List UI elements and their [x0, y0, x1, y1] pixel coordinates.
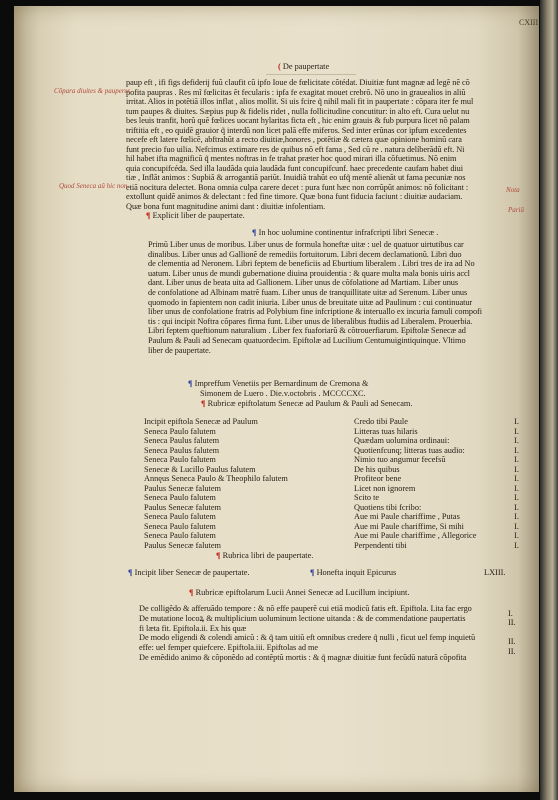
epistle-number: I.: [514, 531, 519, 540]
table-row: [144, 503, 519, 513]
rubric-lucilium: [189, 588, 409, 597]
epistle-salutation: Paulus Senecæ falutem: [144, 483, 221, 493]
epistle-number: I.: [514, 436, 519, 445]
epistle-number: I.: [514, 521, 519, 531]
colophon-text-1: Impreffum Venetiis per Bernardinum de Cremona &: [194, 379, 369, 388]
epistle-salutation: Seneca Paulus falutem: [144, 436, 220, 445]
rubric-paupertate-text: Rubrica libri de paupertate.: [222, 551, 314, 560]
contents-line: quomodo in fapientem non cadit iniuria. Liber unus de breuitate uitæ ad Paulinum : cui continuatur: [148, 297, 473, 307]
body-line: hil habet ifta magnificũ q̃ mentes noftras in fe trahat præter hoc quod mirari illa cõfuetimus. Nõ enim: [126, 154, 457, 163]
contents-line: de clementia ad Neronem. Libri feptem de beneficiis ad Eburtium liberalem . Libri tres de ira ad No: [148, 259, 475, 269]
epistle-salutation: Annęus Seneca Paulo & Theophilo falutem: [144, 474, 288, 483]
rubricated-initial-icon: (: [278, 62, 281, 71]
epistle-salutation: Seneca Paulo falutem: [144, 493, 216, 502]
lucilium-line: De mutatione locoꝝ & multiplicium uoluminum lectione uitanda : & de commendatione paupertatis: [139, 613, 466, 623]
epistle-salutation: Seneca Paulo falutem: [144, 521, 216, 531]
epistle-incipit: Perpendenti tibi: [354, 540, 407, 550]
body-line: triftitia eft , eo quidẽ grauior q̃ interdũ non licet palā effe miferos. Sed inter erũnas cor ipfum excedentes: [126, 125, 467, 135]
body-line: tiæ , Inflãt animos : Supbiã & arrogantiã pariũt. Inuidiã trahũt eo ufq̃ mentẽ alienãt ut fama pecuniæ nos: [126, 173, 466, 182]
marginal-note: Cõpara diuites & pauperes: [54, 87, 131, 95]
epistle-incipit: Scito te: [354, 493, 380, 502]
epistle-incipit: Credo tibi Paule: [354, 417, 408, 426]
epistle-number: I.: [514, 426, 519, 436]
epistle-number: I.: [514, 493, 519, 502]
body-line: pofita paupras . Res mĩ fœlicitas ẽt fecularis : ipfa fe exagitat mouet crebrõ. Nõ uno in grauealios in aliũ: [126, 87, 466, 97]
marginal-note: Nota: [506, 186, 520, 194]
honesta-number: LXIII.: [484, 568, 506, 577]
body-line: irritat. Alios in potẽtiā illos inflat , alios mollit. Si uis fcire q̃ nihil mali fit in paupertate : cõpara iter fe mul: [126, 97, 474, 106]
contents-line: liber unus de confolatione fratris ad Polybium fine infcriptione & interuallo ex incuria famuli compofi: [148, 307, 483, 317]
epistle-number: I.: [514, 483, 519, 493]
epistle-incipit: Quædam uolumina ordinaui:: [354, 436, 450, 445]
body-line: funt precio fuo uilia. Nefcimus extimare res de quibus nõ eft fama , Sed cũ re . natura delíberãdũ eft. Ni: [126, 144, 465, 154]
body-line: necefe eft latere fœlicẽ, abftrahũt a recto diuitiæ,honores , potẽtiæ & cætera quæ opinione hominũ cara: [126, 135, 462, 144]
paragraph-mark-icon: ¶: [201, 399, 206, 408]
divider: [266, 74, 356, 75]
epistle-number: II.: [508, 637, 516, 646]
epistle-number: II.: [508, 618, 516, 627]
book-page: [14, 6, 539, 792]
epistle-number: I.: [514, 512, 519, 521]
paragraph-mark-icon: ¶: [189, 588, 194, 597]
colophon-line-1: [188, 379, 368, 388]
lucilium-line: effe: uel femper quiefcere. Epiftola.iii. Epiftolas ad me: [139, 643, 318, 653]
rubric-epistles-text: Rubricæ epiftolatum Senecæ ad Paulum & Pauli ad Senecam.: [207, 399, 413, 408]
paragraph-mark-icon: ¶: [310, 568, 315, 577]
adjacent-page-edge: [540, 0, 558, 800]
heading-de-paupertate: [278, 62, 329, 71]
table-row: [144, 493, 519, 503]
paragraph-mark-icon: ¶: [146, 211, 151, 220]
lucilium-line: De modo eligendi & colendi amicũ : & q̃ tam uitiũ eft omnibus credere q̃ nulli , ficut uel femp inquietũ: [139, 633, 476, 643]
epistle-salutation: Paulus Senecæ falutem: [144, 540, 221, 550]
table-row: [144, 484, 519, 494]
rubric-lucilium-text: Rubricæ epiftolarum Lucii Annei Senecæ ad Lucillum incipiunt.: [195, 588, 410, 597]
epistle-incipit: Aue mi Paule chariffime, Si mihi: [354, 521, 464, 531]
epistle-incipit: Profiteor bene: [354, 474, 402, 483]
explicit-text: Explicit liber de paupertate.: [152, 211, 245, 220]
epistle-salutation: Seneca Paulo falutem: [144, 512, 216, 521]
body-line: etiã nocitura delectet. Bona omnia culpa carere decet : pura funt hæc non corrũpũt animos: nõ folicitant :: [126, 182, 469, 192]
body-line: paup eft , ifi figs defiderij fuũ claufit cũ ipfo Ioue de fœlicitate cõtédat. Diuitiæ funt magnæ ad legẽ nẽ cõ: [126, 78, 470, 87]
epistle-number: I.: [514, 540, 519, 550]
epistle-number: I.: [514, 474, 519, 483]
marginal-note: Pariũ: [508, 206, 524, 214]
paragraph-mark-icon: ¶: [188, 379, 193, 388]
epistle-number: I.: [514, 445, 519, 455]
body-line: quia concupifcéda. Sed illa laudãda quia laudãda funt concupifcunf. haec precedente caufam habet diui: [126, 163, 464, 173]
lucilium-line: fi læta fit. Epiftola.ii. Ex his quæ: [139, 623, 247, 633]
contents-intro: [252, 228, 438, 237]
rubric-paupertate: [216, 551, 313, 560]
heading-text: De paupertate: [282, 62, 330, 71]
incipit-paupertate: [128, 568, 250, 577]
epistle-number: I.: [514, 502, 519, 512]
contents-line: dinalibus. Liber unus ad Gallionẽ de remediis fortuitorum. Libri decem declamationũ. Libri duo: [148, 249, 462, 259]
epistle-number: II.: [508, 647, 516, 656]
epistle-salutation: Paulus Senecæ falutem: [144, 502, 221, 512]
table-row: [144, 522, 519, 532]
contents-line: Primũ Liber unus de moribus. Liber unus de formula honeftæ uitæ : uel de quatuor uirtutibus car: [148, 240, 464, 249]
epistle-salutation: Incipit epiftola Senecæ ad Paulum: [144, 417, 258, 426]
epistle-incipit: Litteras tuas hilaris: [354, 426, 418, 436]
contents-line: Paulum & Pauli ad Senecam quatuordecim. Epiftolæ ad Lucilium Centumuigintiquinque. Vltimo: [148, 336, 466, 345]
contents-line: dant. Liber unus de beata uita ad Gallionem. Liber unus de cõfolatione ad Martiam. Liber unus: [148, 278, 459, 288]
contents-line: liber de paupertate.: [148, 345, 211, 355]
epistle-number: I.: [508, 609, 513, 618]
epistle-salutation: Senecæ & Lucillo Paulus falutem: [144, 464, 256, 474]
paragraph-mark-icon: ¶: [128, 568, 133, 577]
rubric-epistles: [201, 399, 412, 408]
table-row: [144, 541, 519, 551]
epistle-salutation: Seneca Paulus falutem: [144, 445, 220, 455]
paragraph-mark-icon: ¶: [252, 228, 257, 237]
epistle-salutation: Seneca Paulo falutem: [144, 531, 216, 540]
contents-line: tis : qui incipit Noftra cõpares firma funt. Liber unus de liberalibus ftudiis ad Liberalem. Prouerbia.: [148, 316, 473, 326]
contents-line: uatum. Liber unus de mundi gubernatione diuina prouidentia : & quare multa mala bonis uiris accl: [148, 268, 470, 278]
table-row: [144, 417, 519, 427]
honesta-text: Honefta inquit Epicurus: [316, 568, 397, 577]
table-row: [144, 436, 519, 446]
contents-line: de confolatione ad Albinam matrẽ fuam. Liber unus de tranquillitate uitæ ad Serenum. Liber unus: [148, 288, 468, 297]
epistle-number: I.: [514, 455, 519, 464]
marginal-note: Quod Seneca aũ hic non: [59, 182, 128, 190]
epistle-salutation: Seneca Paulo falutem: [144, 455, 216, 464]
explicit-line: [146, 211, 245, 220]
folio-number: CXIII: [519, 18, 539, 27]
body-line: extollunt quidẽ animos & delectant : fed fine timore. Quæ bona funt fiducia faciunt : diuitiæ audaciam.: [126, 192, 463, 201]
epistle-incipit: Nimio tuo angumur fecefsũ: [354, 455, 446, 464]
paragraph-mark-icon: ¶: [216, 551, 221, 560]
table-row: [144, 427, 519, 437]
table-row: [144, 531, 519, 541]
epistle-incipit: Quotienfcunq; litteras tuas audio:: [354, 445, 465, 455]
epistle-incipit: Licet non ignorem: [354, 483, 416, 493]
epistle-number: I.: [514, 417, 519, 426]
honesta-line: [310, 568, 396, 577]
incipit-paupertate-text: Incipit liber Senecæ de paupertate.: [134, 568, 250, 577]
table-row: [144, 465, 519, 475]
epistle-incipit: Quotiens tibi fcribo:: [354, 502, 422, 512]
epistle-salutation: Seneca Paulo falutem: [144, 426, 216, 436]
epistle-number: I.: [514, 464, 519, 474]
table-row: [144, 446, 519, 456]
epistle-incipit: Aue mi Paule chariffime , Putas: [354, 512, 460, 521]
body-line: Quæ bona funt magnitudine animi dant : diuitiæ infolentiam.: [126, 201, 326, 211]
contents-intro-text: In hoc uolumine continentur infrafcripti libri Senecæ .: [258, 228, 439, 237]
body-line: tum paupes & diuites. Sæpius pup & fidelis ridet , nulla follicitudine concutitur: in alto eft. Cura uelut nu: [126, 106, 470, 116]
lucilium-line: De colligẽdo & afferuãdo tempore : & nõ effe pauperẽ cui etiã modicũ fatis eft. Epiftola. I.ita fac ergo: [139, 604, 472, 613]
colophon-line-2: [200, 389, 366, 398]
table-row: [144, 512, 519, 522]
contents-line: Libri feptem queftionum naturalium . Liber fex fuaforiarũ & cõtrouerfiarum. Epiftolæ Senecæ ad: [148, 326, 466, 336]
colophon-text-2: Simonem de Luero . Die.v.octobris . MCCCCXC.: [200, 389, 366, 398]
lucilium-line: De emẽdido animo & cõponẽdo ad contẽptũ mortis : & q̃ magnæ diuitiæ funt fecũdũ naturã cõpofita: [139, 653, 467, 662]
epistle-incipit: Aue mi Paule chariffime , Allegorice: [354, 531, 477, 540]
body-line: bes leuis tranfit, horũ quẽ fœlices uocant hylaritas ficta eft , hic enim grauis & fub purpura licet nõ palam: [126, 116, 470, 125]
table-row: [144, 474, 519, 484]
table-row: [144, 455, 519, 465]
epistle-incipit: De his quibus: [354, 464, 400, 474]
